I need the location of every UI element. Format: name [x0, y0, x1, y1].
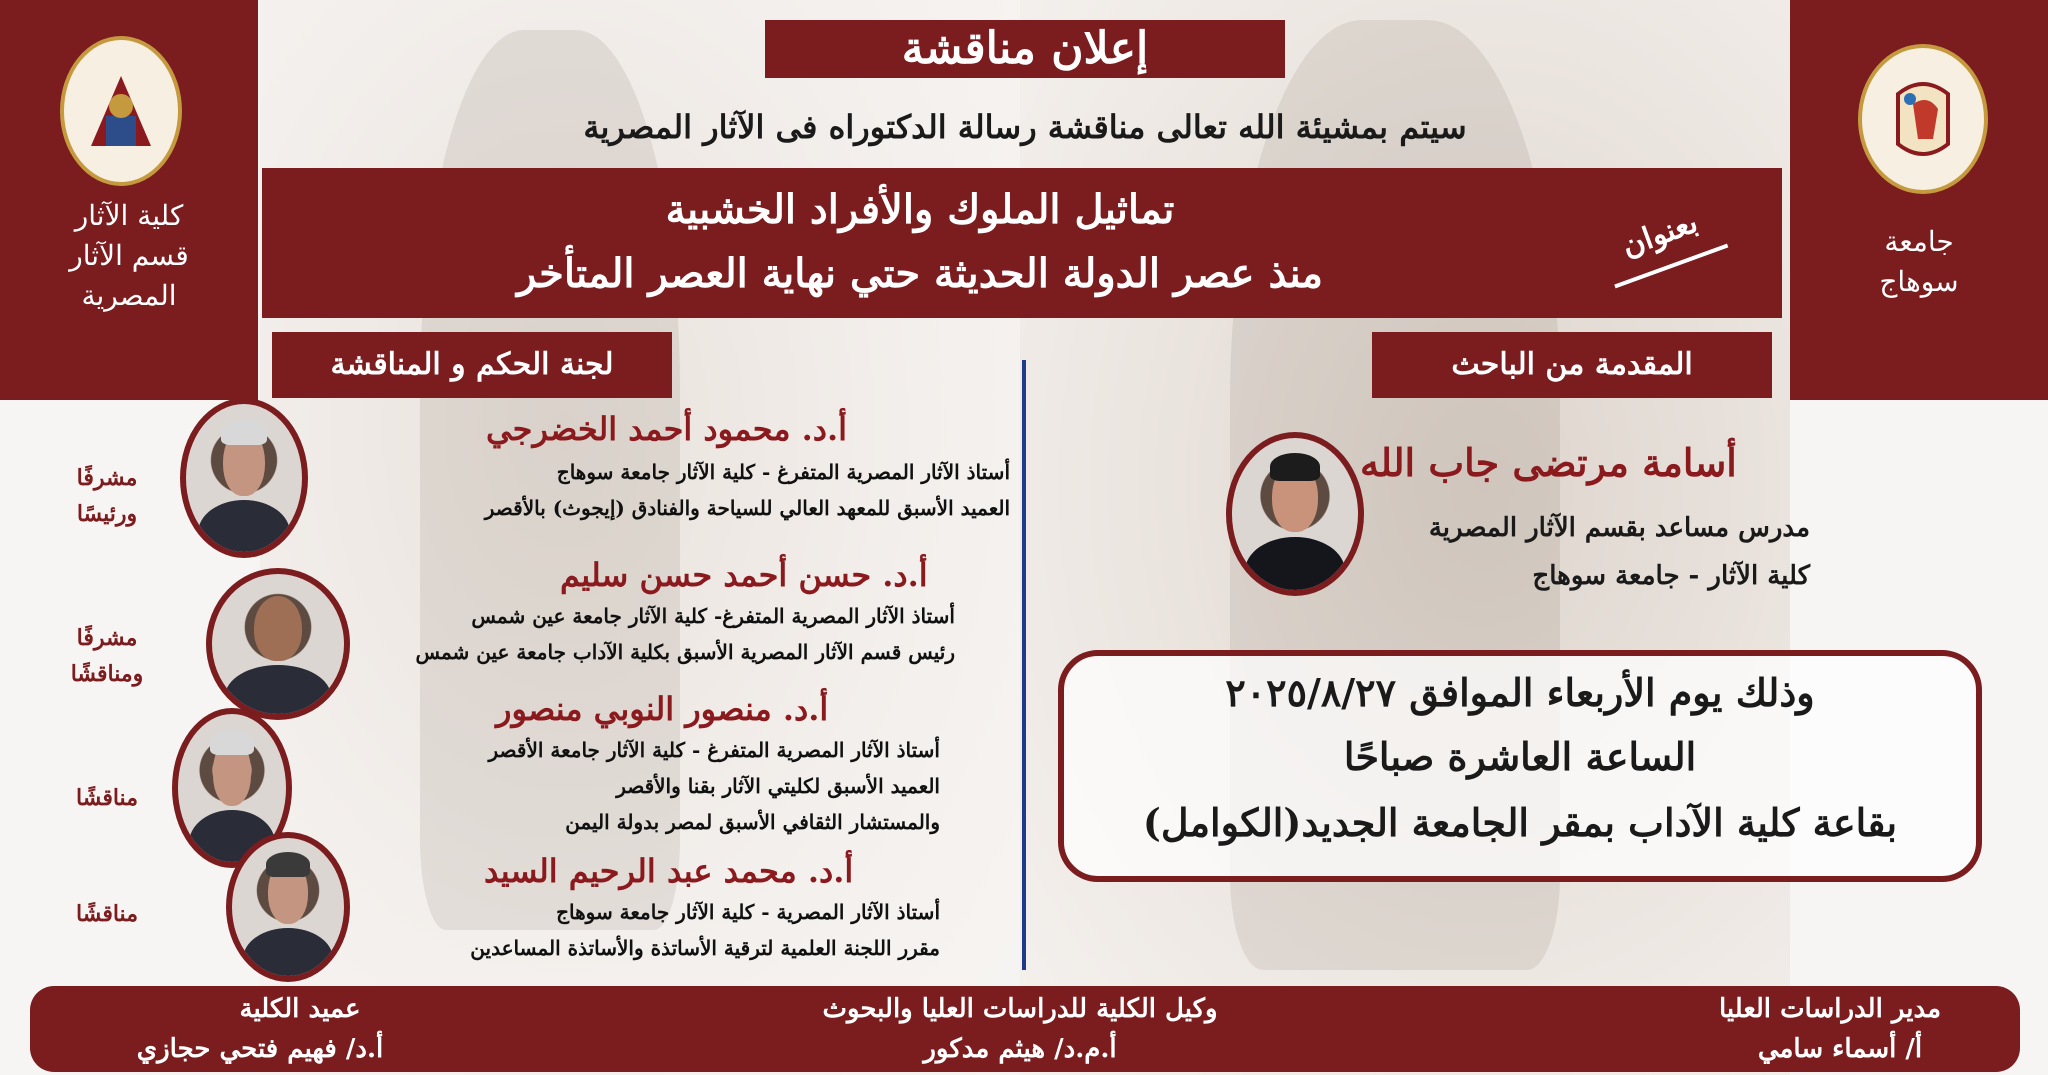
faculty-panel — [0, 0, 258, 400]
researcher-desc — [1380, 504, 1810, 600]
faculty-logo — [60, 36, 182, 186]
time-line: الساعة العاشرة صباحًا — [1343, 734, 1697, 779]
dean-name: أ.د/ فهيم فتحي حجازي — [136, 1034, 384, 1064]
researcher-line-1: مدرس مساعد بقسم الآثار المصرية — [1428, 513, 1810, 543]
university-line-1: جامعة — [1884, 225, 1954, 258]
vice-dean-title: وكيل الكلية للدراسات العليا والبحوث — [822, 994, 1218, 1024]
member-name-2: أ.د. حسن أحمد حسن سليم — [560, 556, 928, 594]
member-3-role-1: مناقشًا — [76, 785, 138, 811]
member-3-line-1: أستاذ الآثار المصرية المتفرغ - كلية الآثار جامعة الأقصر — [488, 738, 940, 762]
column-divider — [1022, 360, 1026, 970]
member-2-role-2: ومناقشًا — [70, 661, 144, 687]
member-3-line-3: والمستشار الثقافي الأسبق لمصر بدولة اليمن — [565, 810, 940, 834]
member-name-3: أ.د. منصور النوبي منصور — [496, 690, 829, 728]
university-emblem-icon — [1878, 64, 1968, 174]
member-1-line-1: أستاذ الآثار المصرية المتفرغ - كلية الآثار جامعة سوهاج — [556, 460, 1010, 484]
university-text — [1790, 222, 2048, 302]
member-role-2 — [52, 620, 162, 692]
member-role-4 — [52, 896, 162, 932]
subtitle-label: بعنوان — [1592, 182, 1729, 289]
thesis-title-line-2: منذ عصر الدولة الحديثة حتي نهاية العصر المتأخر — [517, 250, 1323, 297]
researcher-line-2: كلية الآثار - جامعة سوهاج — [1532, 561, 1810, 591]
member-3-line-2: العميد الأسبق لكليتي الآثار بقنا والأقصر — [616, 774, 940, 798]
university-logo — [1858, 44, 1988, 194]
member-photo-4 — [226, 832, 350, 982]
venue-line: بقاعة كلية الآداب بمقر الجامعة الجديد(الكوامل) — [1142, 800, 1898, 845]
researcher-label: المقدمة من الباحث — [1372, 332, 1772, 398]
member-photo-1 — [180, 398, 308, 558]
member-1-role-2: ورئيسًا — [76, 501, 138, 527]
announcement-title: إعلان مناقشة — [765, 20, 1285, 78]
member-4-line-2: مقرر اللجنة العلمية لترقية الأساتذة والأساتذة المساعدين — [470, 936, 940, 960]
member-1-line-2: العميد الأسبق للمعهد العالي للسياحة والفنادق (إيجوث) بالأقصر — [484, 496, 1010, 520]
member-desc-3 — [380, 732, 940, 840]
researcher-photo — [1226, 432, 1364, 596]
university-line-2: سوهاج — [1879, 265, 1959, 298]
member-4-role-1: مناقشًا — [76, 901, 138, 927]
committee-label: لجنة الحكم و المناقشة — [272, 332, 672, 398]
university-panel — [1790, 0, 2048, 400]
faculty-text — [0, 196, 258, 316]
faculty-emblem-icon — [76, 56, 166, 166]
member-2-line-1: أستاذ الآثار المصرية المتفرغ- كلية الآثار جامعة عين شمس — [471, 604, 955, 628]
faculty-line-3: المصرية — [81, 279, 177, 312]
intro-text: سيتم بمشيئة الله تعالى مناقشة رسالة الدكتوراه فى الآثار المصرية — [583, 108, 1467, 146]
member-2-role-1: مشرفًا — [76, 625, 138, 651]
member-desc-4 — [380, 894, 940, 966]
member-4-line-1: أستاذ الآثار المصرية - كلية الآثار جامعة سوهاج — [556, 900, 940, 924]
member-role-1 — [52, 460, 162, 532]
dean-title: عميد الكلية — [239, 994, 361, 1024]
member-desc-1 — [380, 454, 1010, 526]
faculty-line-2: قسم الآثار — [69, 239, 189, 272]
vice-dean-name: أ.م.د/ هيثم مدكور — [923, 1034, 1117, 1064]
director-name: أ/ أسماء سامي — [1757, 1034, 1923, 1064]
director-title: مدير الدراسات العليا — [1718, 994, 1942, 1024]
member-name-1: أ.د. محمود أحمد الخضرجي — [486, 410, 848, 448]
member-photo-2 — [206, 568, 350, 720]
member-desc-2 — [380, 598, 955, 670]
member-name-4: أ.د. محمد عبد الرحيم السيد — [484, 852, 854, 890]
faculty-line-1: كلية الآثار — [74, 199, 184, 232]
date-line: وذلك يوم الأربعاء الموافق ٢٠٢٥/٨/٢٧ — [1225, 670, 1815, 715]
thesis-title-line-1: تماثيل الملوك والأفراد الخشبية — [665, 186, 1175, 233]
member-1-role-1: مشرفًا — [76, 465, 138, 491]
researcher-name: أسامة مرتضى جاب الله — [1360, 440, 1737, 485]
member-role-3 — [52, 780, 162, 816]
member-2-line-2: رئيس قسم الآثار المصرية الأسبق بكلية الآداب جامعة عين شمس — [415, 640, 955, 664]
